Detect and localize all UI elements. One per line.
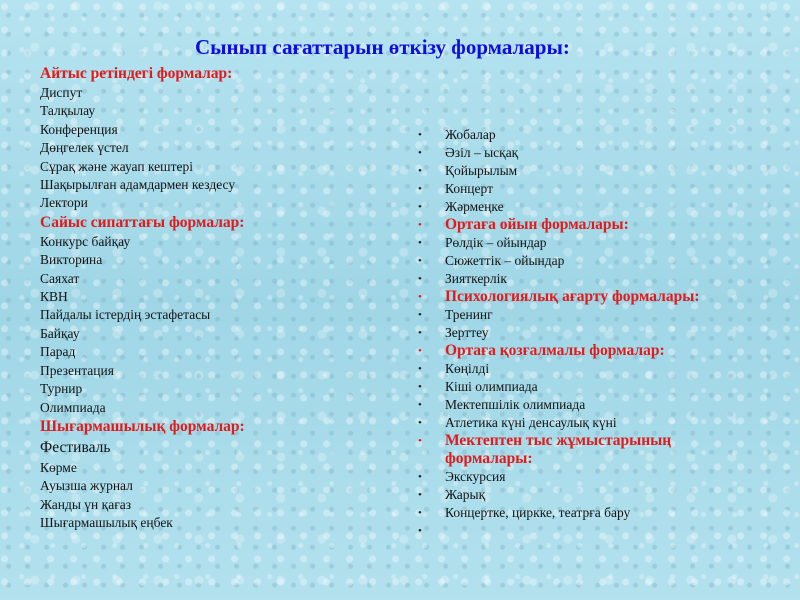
list-item: Олимпиада (40, 399, 106, 415)
bullet-icon: • (418, 345, 422, 357)
right-column (414, 126, 794, 540)
list-item: Лектори (40, 195, 88, 211)
list-item: Пайдалы істердің эстафетасы (40, 307, 211, 323)
section-heading: Ортаға ойын формалары: (445, 216, 629, 233)
section-heading: Шығармашылық формалар: (40, 417, 245, 435)
list-item: Конференция (40, 121, 118, 137)
bullet-icon: • (418, 363, 422, 375)
list-item: Көрме (40, 459, 77, 475)
section-heading: Сайыс сипаттағы формалар: (40, 213, 245, 231)
bullet-icon: • (418, 237, 422, 249)
bullet-icon: • (418, 507, 422, 519)
list-item: Фестиваль (40, 438, 111, 456)
list-item: Концерт (445, 181, 493, 196)
bullet-icon: • (418, 147, 422, 159)
section-heading: Ортаға қозғалмалы формалар: (445, 342, 665, 359)
bullet-icon: • (418, 219, 422, 231)
bullet-icon: • (418, 489, 422, 501)
list-item: Конкурс байқау (40, 233, 131, 249)
list-item: Жәрмеңке (445, 199, 504, 214)
left-column (40, 64, 410, 533)
list-item: Диспут (40, 85, 83, 100)
list-item: Дөңгелек үстел (40, 140, 129, 156)
bullet-icon: • (418, 381, 422, 393)
list-item: Сұрақ және жауап кештері (40, 158, 193, 174)
list-item: Әзіл – ысқақ (445, 145, 519, 160)
list-item: Ауызша журнал (40, 478, 133, 494)
list-item: Зияткерлік (445, 271, 507, 286)
bullet-icon: • (418, 201, 422, 213)
page-title: Сынып сағаттарын өткізу формалары: (195, 35, 570, 59)
list-item: Мектепшілік олимпиада (445, 397, 586, 412)
list-item: Жобалар (445, 127, 496, 142)
list-item: Викторина (40, 252, 103, 268)
list-item: Шақырылған адамдармен кездесу (40, 177, 236, 193)
bullet-icon: • (418, 471, 422, 483)
list-item: Жарық (445, 487, 486, 502)
bullet-icon: • (418, 399, 422, 411)
list-item: Презентация (40, 362, 114, 378)
list-item: Талқылау (40, 103, 96, 119)
bullet-icon: • (418, 417, 422, 429)
list-item: Көңілді (445, 361, 490, 376)
bullet-icon: • (418, 183, 422, 195)
bullet-icon: • (418, 291, 422, 303)
list-item: Байқау (40, 325, 80, 341)
bullet-icon: • (418, 273, 422, 285)
bullet-icon: • (418, 255, 422, 267)
list-item: КВН (40, 289, 68, 305)
list-item: Турнир (40, 381, 83, 397)
list-item: Кіші олимпиада (445, 379, 538, 394)
list-item: Саяхат (40, 270, 80, 286)
list-item: Тренинг (445, 307, 493, 322)
bullet-icon: • (418, 165, 422, 177)
list-item: Рөлдік – ойындар (445, 235, 547, 250)
list-item: Концертке, циркке, театрға бару (445, 505, 631, 520)
list-item: Шығармашылық еңбек (40, 515, 173, 531)
bullet-icon: • (418, 309, 422, 321)
list-item: Жанды үн қағаз (40, 496, 132, 512)
bullet-icon: • (418, 435, 422, 447)
list-item: Атлетика күні денсаулық күні (445, 415, 617, 430)
bullet-icon: • (418, 327, 422, 339)
bullet-icon: • (418, 525, 422, 537)
list-item: Зерттеу (445, 325, 489, 340)
section-heading: Мектептен тыс жұмыстарының формалары: (445, 432, 672, 467)
list-item: Қойырылым (445, 163, 518, 178)
list-item: Парад (40, 344, 76, 360)
list-item: Сюжеттік – ойындар (445, 253, 565, 268)
bullet-icon: • (418, 129, 422, 141)
section-heading: Айтыс ретіндегі формалар: (40, 65, 233, 82)
section-heading: Психологиялық ағарту формалары: (445, 288, 700, 305)
list-item: Экскурсия (445, 469, 506, 484)
